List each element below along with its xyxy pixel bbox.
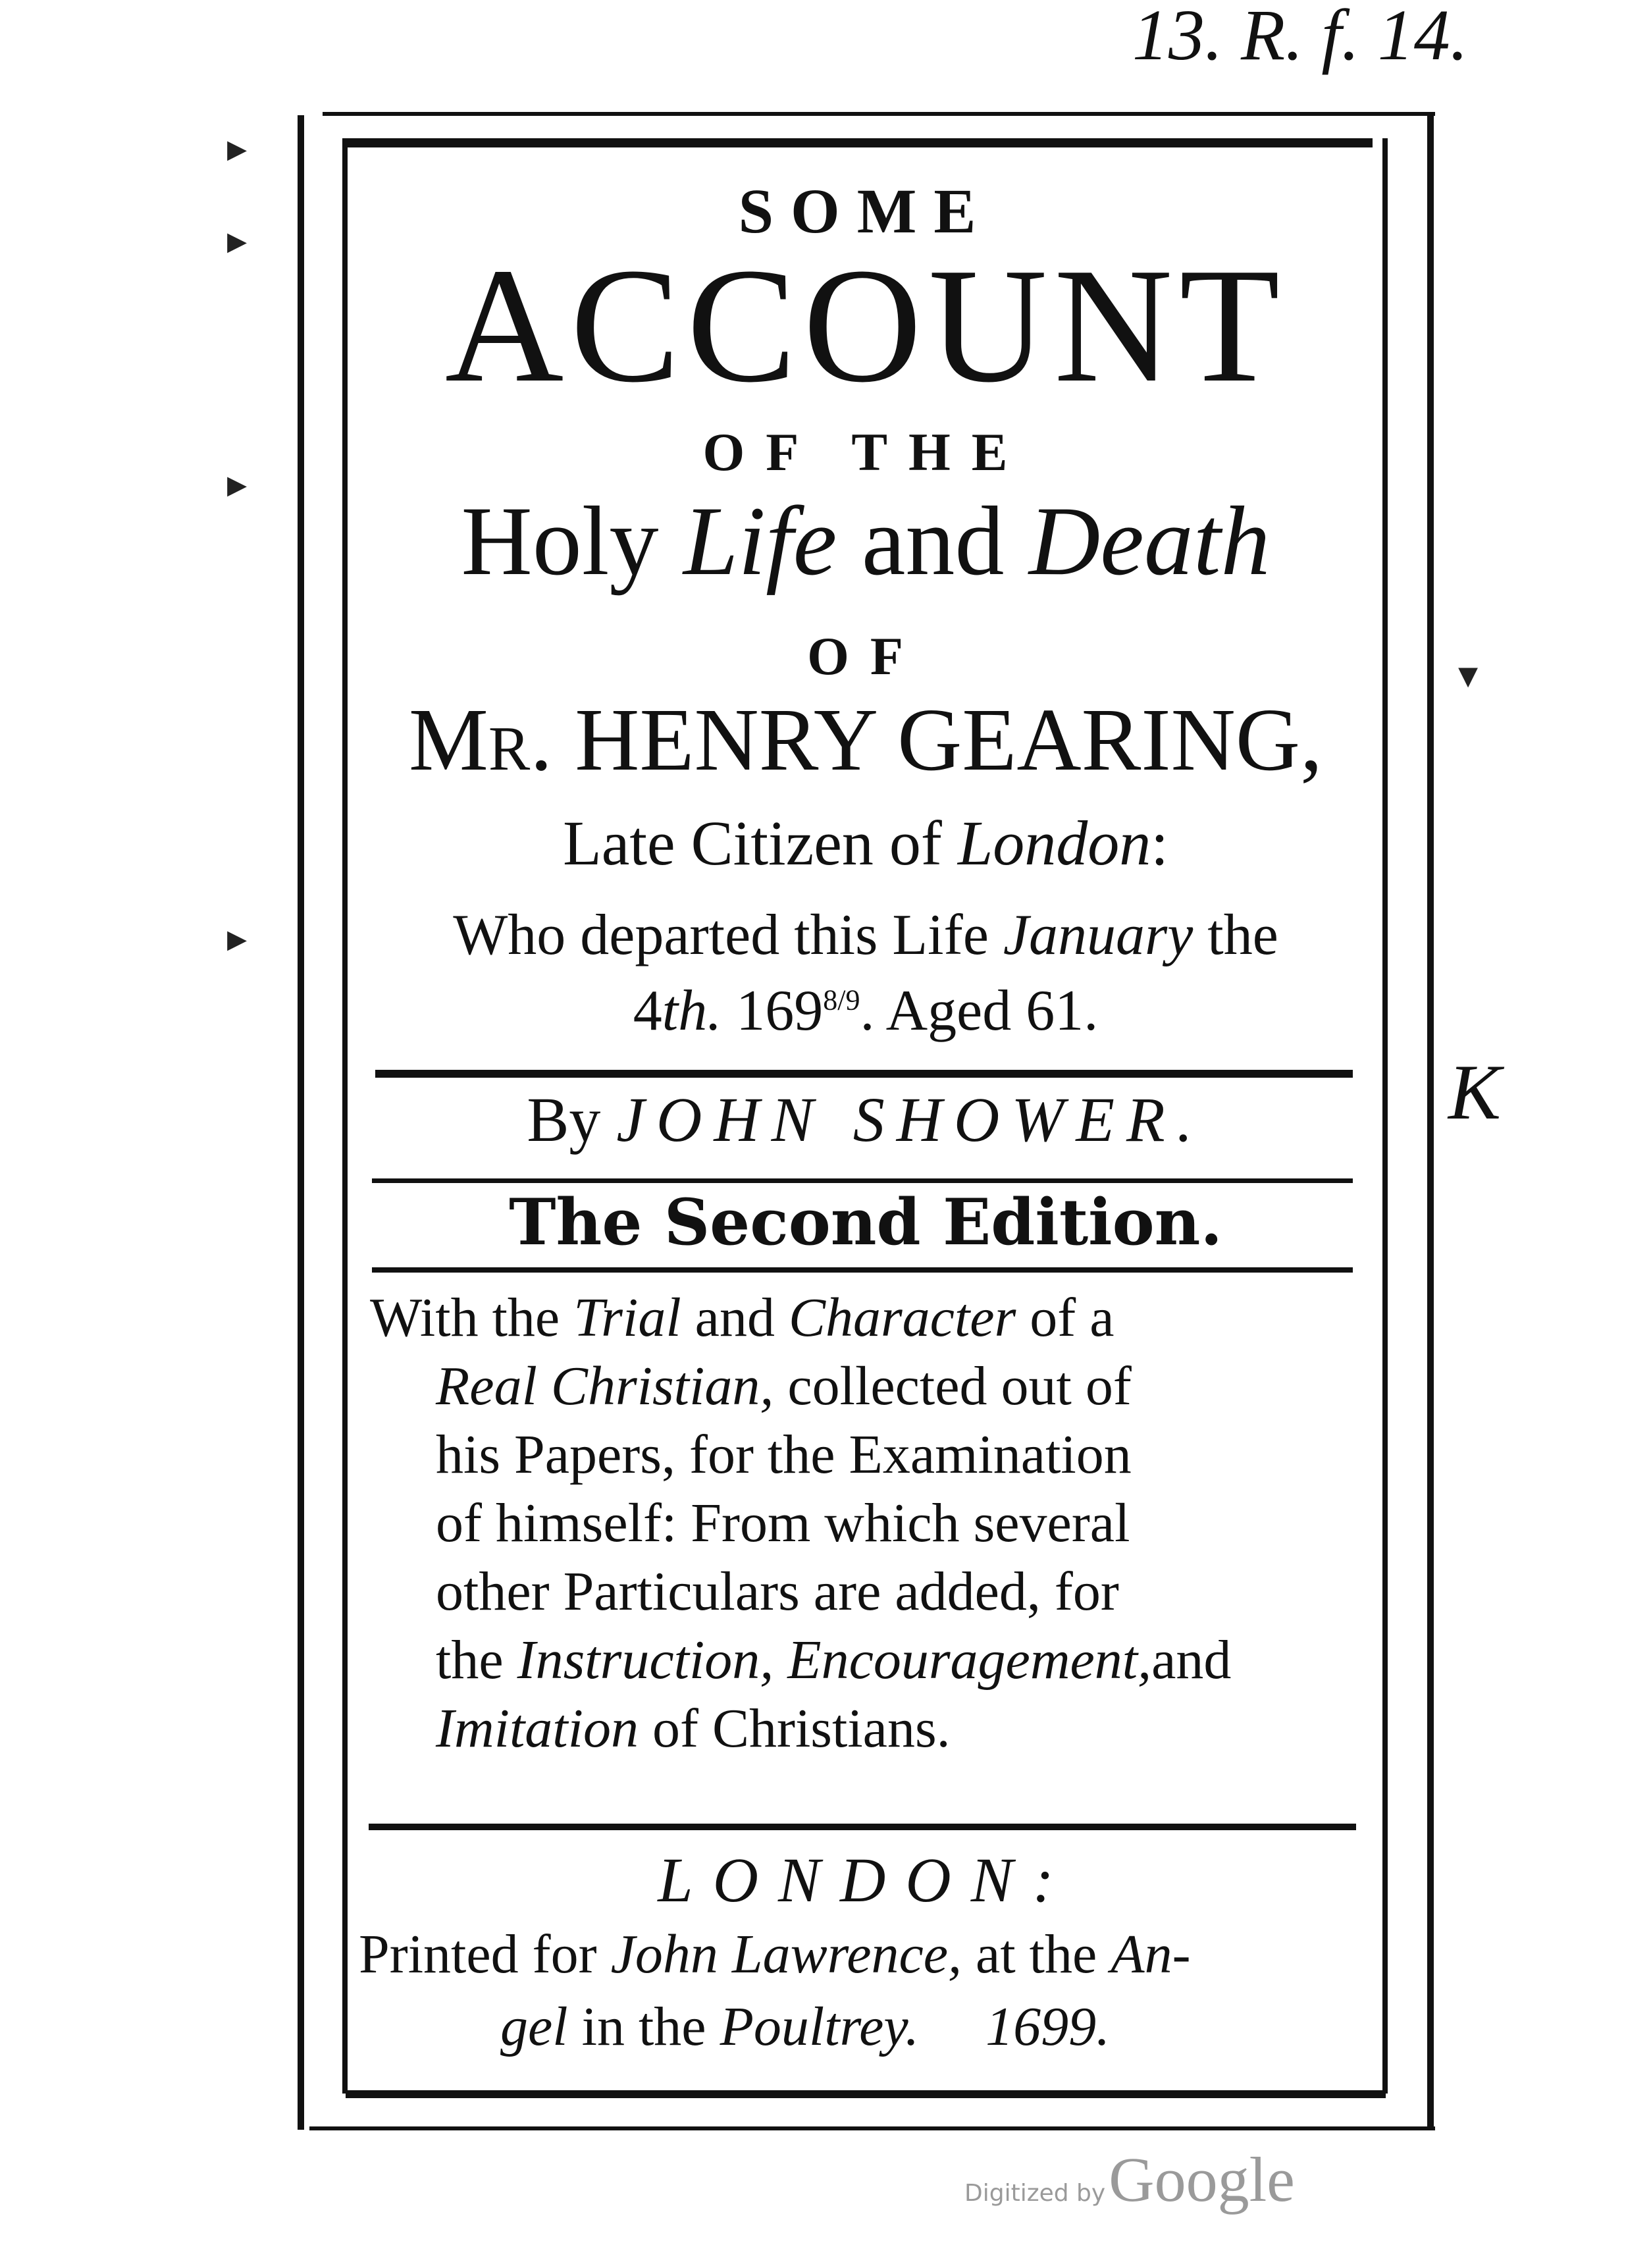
margin-speck: ▸ xyxy=(227,126,248,170)
margin-speck: ▾ xyxy=(1458,653,1479,697)
description xyxy=(370,1284,1231,1763)
author-line xyxy=(349,1083,1382,1156)
desc-line-2 xyxy=(370,1352,1231,1421)
title-account: ACCOUNT xyxy=(444,234,1287,417)
margin-note: K xyxy=(1448,1048,1502,1136)
desc-line-4: of himself: From which several xyxy=(436,1492,1130,1554)
author-by: By xyxy=(527,1084,601,1155)
title-day: 4 xyxy=(633,979,662,1043)
frame-bottom-inner xyxy=(346,2090,1386,2098)
title-of: OF xyxy=(807,626,924,686)
imprint-city: LONDON: xyxy=(658,1845,1074,1915)
title-death: Death xyxy=(1028,487,1271,596)
title-holy: Holy xyxy=(461,487,659,596)
imprint-gel: gel xyxy=(500,1996,568,2057)
imprint-an: An- xyxy=(1111,1924,1191,1985)
title-departed-text: Who departed this Life xyxy=(453,903,989,967)
rule-imprint-top xyxy=(369,1824,1356,1830)
title-departed xyxy=(349,902,1382,968)
desc-line-5: other Particulars are added, for xyxy=(436,1561,1119,1622)
desc-with-the: With the xyxy=(370,1287,560,1348)
rule-author-bottom xyxy=(372,1178,1353,1183)
author-name: JOHN SHOWER. xyxy=(616,1084,1205,1155)
desc-and-2: and xyxy=(1151,1629,1232,1691)
title-aged: . Aged 61. xyxy=(860,979,1099,1043)
imprint-year: 1699. xyxy=(985,1996,1111,2057)
title-ordinal: th. xyxy=(662,979,722,1043)
desc-trial: Trial xyxy=(573,1287,681,1348)
title-late-citizen-text: Late Citizen of xyxy=(563,808,942,878)
digitized-watermark xyxy=(964,2143,1295,2216)
desc-the: the xyxy=(436,1629,504,1691)
imprint-in-the: in the xyxy=(581,1996,706,2057)
shelfmark: 13. R. f. 14. xyxy=(1132,0,1469,75)
title-the: the xyxy=(1207,903,1278,967)
title-of-the: OF THE xyxy=(702,422,1029,482)
margin-speck: ▸ xyxy=(227,462,248,506)
google-logo: Google xyxy=(1109,2144,1295,2215)
imprint-printed-for: Printed for xyxy=(359,1924,597,1985)
title-year: 169 xyxy=(736,979,824,1043)
desc-character: Character xyxy=(788,1287,1016,1348)
title-some: SOME xyxy=(738,176,993,246)
desc-real-christian: Real Christian, xyxy=(436,1356,774,1417)
title-year-fraction: 8/9 xyxy=(823,984,860,1016)
desc-line-3: his Papers, for the Examination xyxy=(436,1424,1132,1485)
title-henry-gearing: Mr. HENRY GEARING, xyxy=(408,691,1323,789)
desc-instruction: Instruction, Encouragement, xyxy=(517,1629,1152,1691)
rule-author-top xyxy=(375,1070,1353,1078)
margin-speck: ▸ xyxy=(227,219,248,262)
edition: The Second Edition. xyxy=(509,1185,1222,1259)
frame-left-inner xyxy=(342,138,348,2094)
watermark-prefix: Digitized by xyxy=(964,2180,1106,2207)
frame-right-inner xyxy=(1382,138,1388,2094)
desc-and: and xyxy=(695,1287,775,1348)
frame-top-outer xyxy=(323,112,1435,116)
desc-line-7 xyxy=(370,1695,1231,1763)
title-late-citizen xyxy=(349,806,1382,880)
title-colon: : xyxy=(1151,808,1168,878)
frame-bottom-outer xyxy=(309,2126,1435,2130)
frame-top-inner xyxy=(346,138,1373,147)
desc-line-1 xyxy=(370,1284,1231,1352)
imprint-line-2 xyxy=(500,1995,1110,2059)
imprint-at-the: at the xyxy=(976,1924,1097,1985)
title-january: January xyxy=(1003,903,1193,967)
rule-edition-bottom xyxy=(372,1267,1353,1273)
imprint-line-1 xyxy=(359,1922,1191,1986)
imprint-publisher: John Lawrence, xyxy=(610,1924,962,1985)
frame-right-outer xyxy=(1427,115,1434,2130)
frame-left-outer xyxy=(298,115,304,2130)
imprint-poultrey: Poultrey. xyxy=(720,1996,920,2057)
title-life: Life xyxy=(683,487,837,596)
desc-of-christians: of Christians. xyxy=(652,1698,951,1759)
title-date-age xyxy=(349,978,1382,1044)
desc-collected: collected out of xyxy=(787,1356,1132,1417)
desc-imitation: Imitation xyxy=(436,1698,639,1759)
desc-of-a: of a xyxy=(1030,1287,1115,1348)
title-london: London xyxy=(957,808,1151,878)
title-holy-life xyxy=(349,487,1382,596)
desc-line-6 xyxy=(370,1626,1231,1695)
margin-speck: ▸ xyxy=(227,916,248,960)
title-and: and xyxy=(861,487,1005,596)
